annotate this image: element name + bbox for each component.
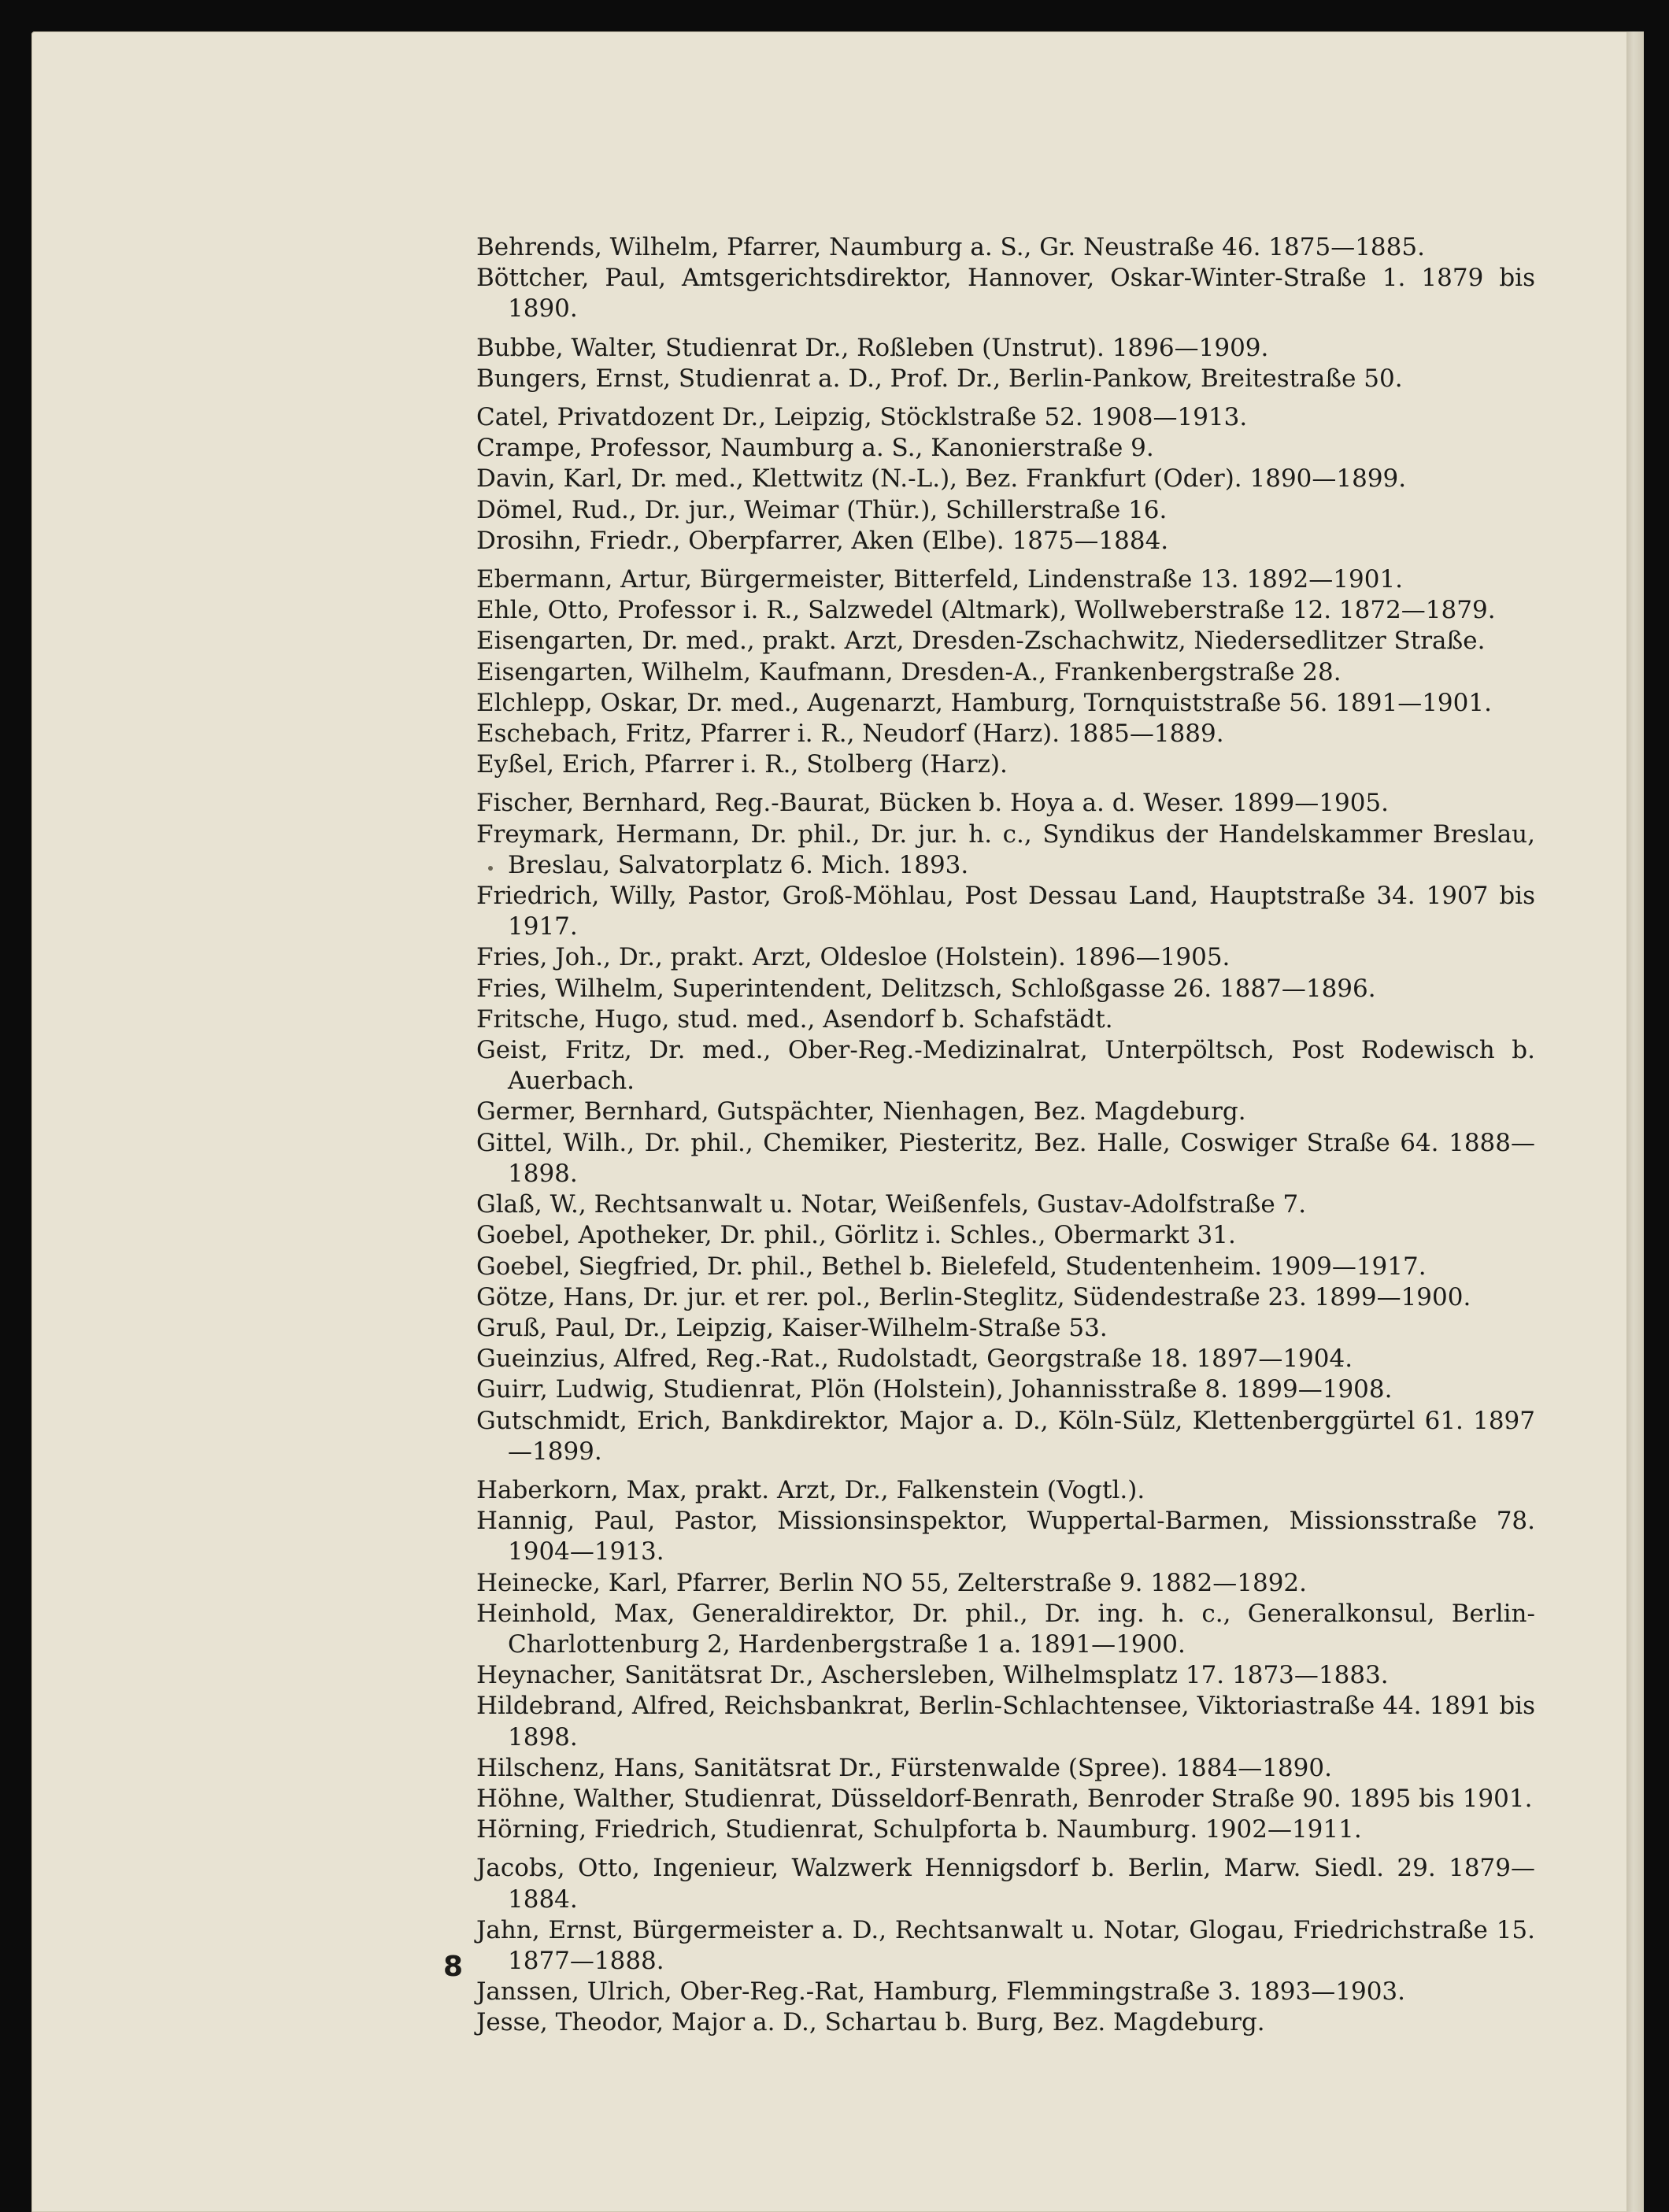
list-entry: Goebel, Apotheker, Dr. phil., Görlitz i. Schles., Obermarkt 31. bbox=[476, 1221, 1236, 1250]
list-entry: Glaß, W., Rechtsanwalt u. Notar, Weißenfels, Gustav-Adolfstraße 7. bbox=[476, 1190, 1307, 1219]
list-entry: Goebel, Siegfried, Dr. phil., Bethel b. Bielefeld, Studentenheim. 1909—1917. bbox=[476, 1252, 1427, 1281]
list-entry: Heinecke, Karl, Pfarrer, Berlin NO 55, Zelterstraße 9. 1882—1892. bbox=[476, 1568, 1308, 1597]
list-entry: Fries, Wilhelm, Superintendent, Delitzsch, Schloßgasse 26. 1887—1896. bbox=[476, 974, 1376, 1003]
page-number: 8 bbox=[443, 1951, 464, 1983]
list-entry: Heynacher, Sanitätsrat Dr., Aschersleben, Wilhelmsplatz 17. 1873—1883. bbox=[476, 1661, 1389, 1690]
list-entry: Böttcher, Paul, Amtsgerichtsdirektor, Hannover, Oskar-Winter-Straße 1. 1879 bis 1890. bbox=[476, 264, 1535, 324]
list-entry: Hildebrand, Alfred, Reichsbankrat, Berlin-Schlachtensee, Viktoriastraße 44. 1891 bis 1898. bbox=[476, 1692, 1535, 1751]
list-entry: Germer, Bernhard, Gutspächter, Nienhagen, Bez. Magdeburg. bbox=[476, 1097, 1246, 1126]
list-entry: Höhne, Walther, Studienrat, Düsseldorf-Benrath, Benroder Straße 90. 1895 bis 1901. bbox=[476, 1784, 1533, 1813]
list-entry: Fischer, Bernhard, Reg.-Baurat, Bücken b. Hoya a. d. Weser. 1899—1905. bbox=[476, 789, 1390, 818]
member-list bbox=[476, 232, 1535, 2039]
list-entry: Eisengarten, Wilhelm, Kaufmann, Dresden-A., Frankenbergstraße 28. bbox=[476, 657, 1341, 686]
list-entry: Götze, Hans, Dr. jur. et rer. pol., Berlin-Steglitz, Südendestraße 23. 1899—1900. bbox=[476, 1282, 1471, 1311]
list-entry: Gruß, Paul, Dr., Leipzig, Kaiser-Wilhelm-Straße 53. bbox=[476, 1313, 1108, 1342]
list-entry: Haberkorn, Max, prakt. Arzt, Dr., Falkenstein (Vogtl.). bbox=[476, 1475, 1145, 1504]
list-entry: Gittel, Wilh., Dr. phil., Chemiker, Piesteritz, Bez. Halle, Coswiger Straße 64. 1888—1898. bbox=[476, 1128, 1535, 1188]
list-entry: Geist, Fritz, Dr. med., Ober-Reg.-Medizinalrat, Unterpöltsch, Post Rodewisch b. Auerbach. bbox=[476, 1036, 1535, 1096]
list-entry: Heinhold, Max, Generaldirektor, Dr. phil., Dr. ing. h. c., Generalkonsul, Berlin-Charlottenburg 2, Hardenbergstraße 1 a. 1891—1900. bbox=[476, 1599, 1535, 1659]
list-entry: Eschebach, Fritz, Pfarrer i. R., Neudorf (Harz). 1885—1889. bbox=[476, 719, 1224, 749]
list-entry: Ebermann, Artur, Bürgermeister, Bitterfeld, Lindenstraße 13. 1892—1901. bbox=[476, 565, 1404, 594]
page-edge bbox=[1626, 31, 1644, 2212]
list-entry: Hilschenz, Hans, Sanitätsrat Dr., Fürstenwalde (Spree). 1884—1890. bbox=[476, 1753, 1332, 1782]
list-entry: Eisengarten, Dr. med., prakt. Arzt, Dresden-Zschachwitz, Niedersedlitzer Straße. bbox=[476, 627, 1486, 656]
list-entry: Hannig, Paul, Pastor, Missionsinspektor, Wuppertal-Barmen, Missionsstraße 78. 1904—1913. bbox=[476, 1507, 1535, 1567]
list-entry: Freymark, Hermann, Dr. phil., Dr. jur. h. c., Syndikus der Handelskammer Breslau, Breslau, Salvatorplatz 6. Mich. 1893. bbox=[476, 819, 1535, 879]
list-entry: Friedrich, Willy, Pastor, Groß-Möhlau, Post Dessau Land, Hauptstraße 34. 1907 bis 1917. bbox=[476, 882, 1535, 941]
list-entry: Ehle, Otto, Professor i. R., Salzwedel (Altmark), Wollweberstraße 12. 1872—1879. bbox=[476, 596, 1496, 625]
list-entry: Elchlepp, Oskar, Dr. med., Augenarzt, Hamburg, Tornquiststraße 56. 1891—1901. bbox=[476, 688, 1492, 717]
list-entry: Janssen, Ulrich, Ober-Reg.-Rat, Hamburg, Flemmingstraße 3. 1893—1903. bbox=[476, 1977, 1405, 2007]
list-entry: Gueinzius, Alfred, Reg.-Rat., Rudolstadt, Georgstraße 18. 1897—1904. bbox=[476, 1345, 1353, 1374]
list-entry: Fritsche, Hugo, stud. med., Asendorf b. Schafstädt. bbox=[476, 1004, 1113, 1034]
list-entry: Jesse, Theodor, Major a. D., Schartau b. Burg, Bez. Magdeburg. bbox=[476, 2008, 1265, 2037]
list-entry: Catel, Privatdozent Dr., Leipzig, Stöcklstraße 52. 1908—1913. bbox=[476, 403, 1248, 432]
list-entry: Jacobs, Otto, Ingenieur, Walzwerk Hennigsdorf b. Berlin, Marw. Siedl. 29. 1879—1884. bbox=[476, 1854, 1535, 1914]
list-entry: Drosihn, Friedr., Oberpfarrer, Aken (Elbe). 1875—1884. bbox=[476, 526, 1169, 555]
list-entry: Bubbe, Walter, Studienrat Dr., Roßleben (Unstrut). 1896—1909. bbox=[476, 333, 1269, 362]
list-entry: Bungers, Ernst, Studienrat a. D., Prof. Dr., Berlin-Pankow, Breitestraße 50. bbox=[476, 364, 1403, 393]
list-entry: Crampe, Professor, Naumburg a. S., Kanonierstraße 9. bbox=[476, 434, 1154, 463]
list-entry: Hörning, Friedrich, Studienrat, Schulpforta b. Naumburg. 1902—1911. bbox=[476, 1815, 1362, 1844]
list-entry: Dömel, Rud., Dr. jur., Weimar (Thür.), Schillerstraße 16. bbox=[476, 495, 1168, 524]
list-entry: Gutschmidt, Erich, Bankdirektor, Major a. D., Köln-Sülz, Klettenberggürtel 61. 1897—1899. bbox=[476, 1406, 1535, 1466]
list-entry: Fries, Joh., Dr., prakt. Arzt, Oldesloe (Holstein). 1896—1905. bbox=[476, 943, 1230, 972]
list-entry: Jahn, Ernst, Bürgermeister a. D., Rechtsanwalt u. Notar, Glogau, Friedrichstraße 15. 1877—1888. bbox=[476, 1915, 1535, 1975]
list-entry: Eyßel, Erich, Pfarrer i. R., Stolberg (Harz). bbox=[476, 750, 1008, 779]
list-entry: Behrends, Wilhelm, Pfarrer, Naumburg a. S., Gr. Neustraße 46. 1875—1885. bbox=[476, 233, 1425, 261]
list-entry: Davin, Karl, Dr. med., Klettwitz (N.-L.), Bez. Frankfurt (Oder). 1890—1899. bbox=[476, 464, 1407, 494]
list-entry: Guirr, Ludwig, Studienrat, Plön (Holstein), Johannisstraße 8. 1899—1908. bbox=[476, 1375, 1393, 1404]
book-page bbox=[31, 31, 1644, 2212]
